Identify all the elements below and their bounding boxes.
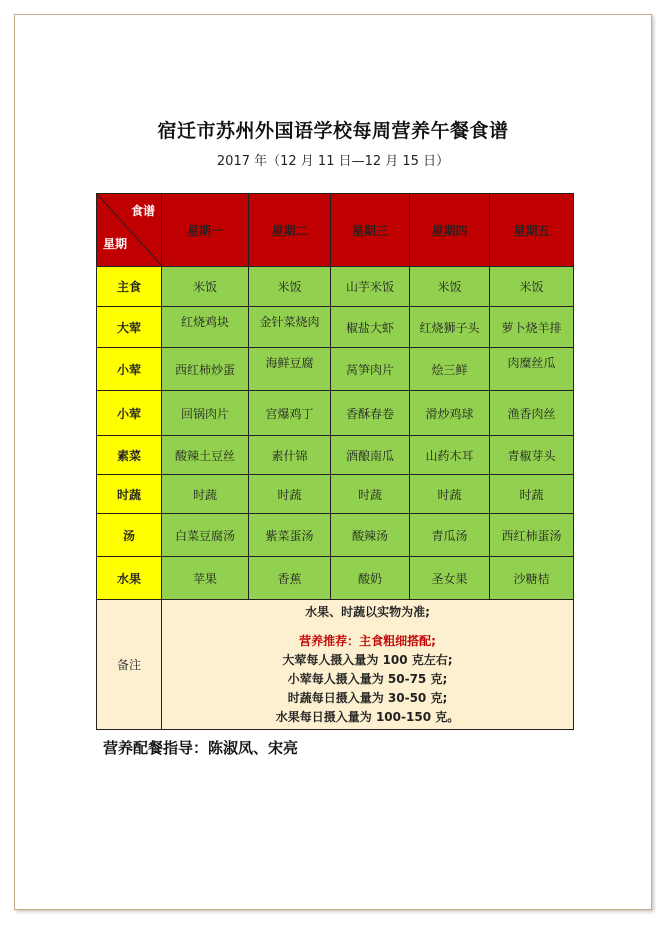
dish-cell: 米饭 [162,267,249,307]
dish-cell: 回锅肉片 [162,391,249,436]
dish-cell: 素什锦 [249,436,331,475]
dish-cell: 圣女果 [410,557,490,600]
remark-line: 大荤每人摄入量为 100 克左右; [282,652,453,667]
remark-line: 水果每日摄入量为 100-150 克。 [275,709,460,724]
dish-cell: 米饭 [490,267,574,307]
dish-cell: 西红柿炒蛋 [162,348,249,391]
day-header: 星期三 [331,194,410,267]
category-cell: 小荤 [97,391,162,436]
remark-line: 水果、时蔬以实物为准; [305,604,430,619]
dish-cell: 紫菜蛋汤 [249,514,331,557]
remarks-content [162,600,574,730]
day-header: 星期一 [162,194,249,267]
dish-cell: 香蕉 [249,557,331,600]
dish-cell: 椒盐大虾 [331,307,410,348]
table-row [97,267,574,307]
table-row [97,348,574,391]
table-row [97,391,574,436]
dish-cell: 苹果 [162,557,249,600]
table-row [97,514,574,557]
category-cell: 素菜 [97,436,162,475]
dish-cell: 白菜豆腐汤 [162,514,249,557]
dish-cell: 肉糜丝瓜 [490,348,574,391]
date-range: 2017 年（12 月 11 日—12 月 15 日） [216,154,450,169]
category-cell: 主食 [97,267,162,307]
dish-cell: 时蔬 [490,475,574,514]
table-row [97,475,574,514]
corner-cell [97,194,162,267]
category-cell: 时蔬 [97,475,162,514]
table-row [97,436,574,475]
day-header: 星期四 [410,194,490,267]
menu-table [96,193,574,730]
dish-cell: 红烧狮子头 [410,307,490,348]
remarks-row [97,600,574,730]
dish-cell: 酒酿南瓜 [331,436,410,475]
dish-cell: 渔香肉丝 [490,391,574,436]
dish-cell: 青瓜汤 [410,514,490,557]
dish-cell: 红烧鸡块 [162,307,249,348]
dish-cell: 莴笋肉片 [331,348,410,391]
table-row [97,557,574,600]
category-cell: 小荤 [97,348,162,391]
day-header: 星期五 [490,194,574,267]
dish-cell: 青椒芽头 [490,436,574,475]
dish-cell: 米饭 [249,267,331,307]
remark-line: 时蔬每日摄入量为 30-50 克; [287,690,448,705]
corner-label-menu: 食谱 [130,204,155,218]
category-cell: 汤 [97,514,162,557]
dish-cell: 沙糖桔 [490,557,574,600]
category-cell: 水果 [97,557,162,600]
dish-cell: 时蔬 [331,475,410,514]
dish-cell: 滑炒鸡球 [410,391,490,436]
day-header: 星期二 [249,194,331,267]
dish-cell: 海鲜豆腐 [249,348,331,391]
dish-cell: 米饭 [410,267,490,307]
dish-cell: 时蔬 [410,475,490,514]
dish-cell: 酸奶 [331,557,410,600]
dish-cell: 酸辣汤 [331,514,410,557]
dish-cell: 酸辣土豆丝 [162,436,249,475]
dish-cell: 萝卜烧羊排 [490,307,574,348]
dish-cell: 时蔬 [249,475,331,514]
table-row [97,307,574,348]
dish-cell: 山药木耳 [410,436,490,475]
category-cell: 大荤 [97,307,162,348]
corner-label-weekday: 星期 [103,237,128,251]
dish-cell: 金针菜烧肉 [249,307,331,348]
dish-cell: 香酥春卷 [331,391,410,436]
remarks-label: 备注 [97,600,162,730]
dish-cell: 时蔬 [162,475,249,514]
dish-cell: 宫爆鸡丁 [249,391,331,436]
remark-line-highlight: 营养推荐：主食粗细搭配; [299,633,436,648]
document-title: 宿迁市苏州外国语学校每周营养午餐食谱 [157,120,509,142]
dish-cell: 西红柿蛋汤 [490,514,574,557]
dish-cell: 山芋米饭 [331,267,410,307]
remark-line: 小荤每人摄入量为 50-75 克; [287,671,448,686]
header-row [97,194,574,267]
nutrition-guidance: 营养配餐指导：陈淑凤、宋亮 [103,739,299,757]
dish-cell: 烩三鲜 [410,348,490,391]
